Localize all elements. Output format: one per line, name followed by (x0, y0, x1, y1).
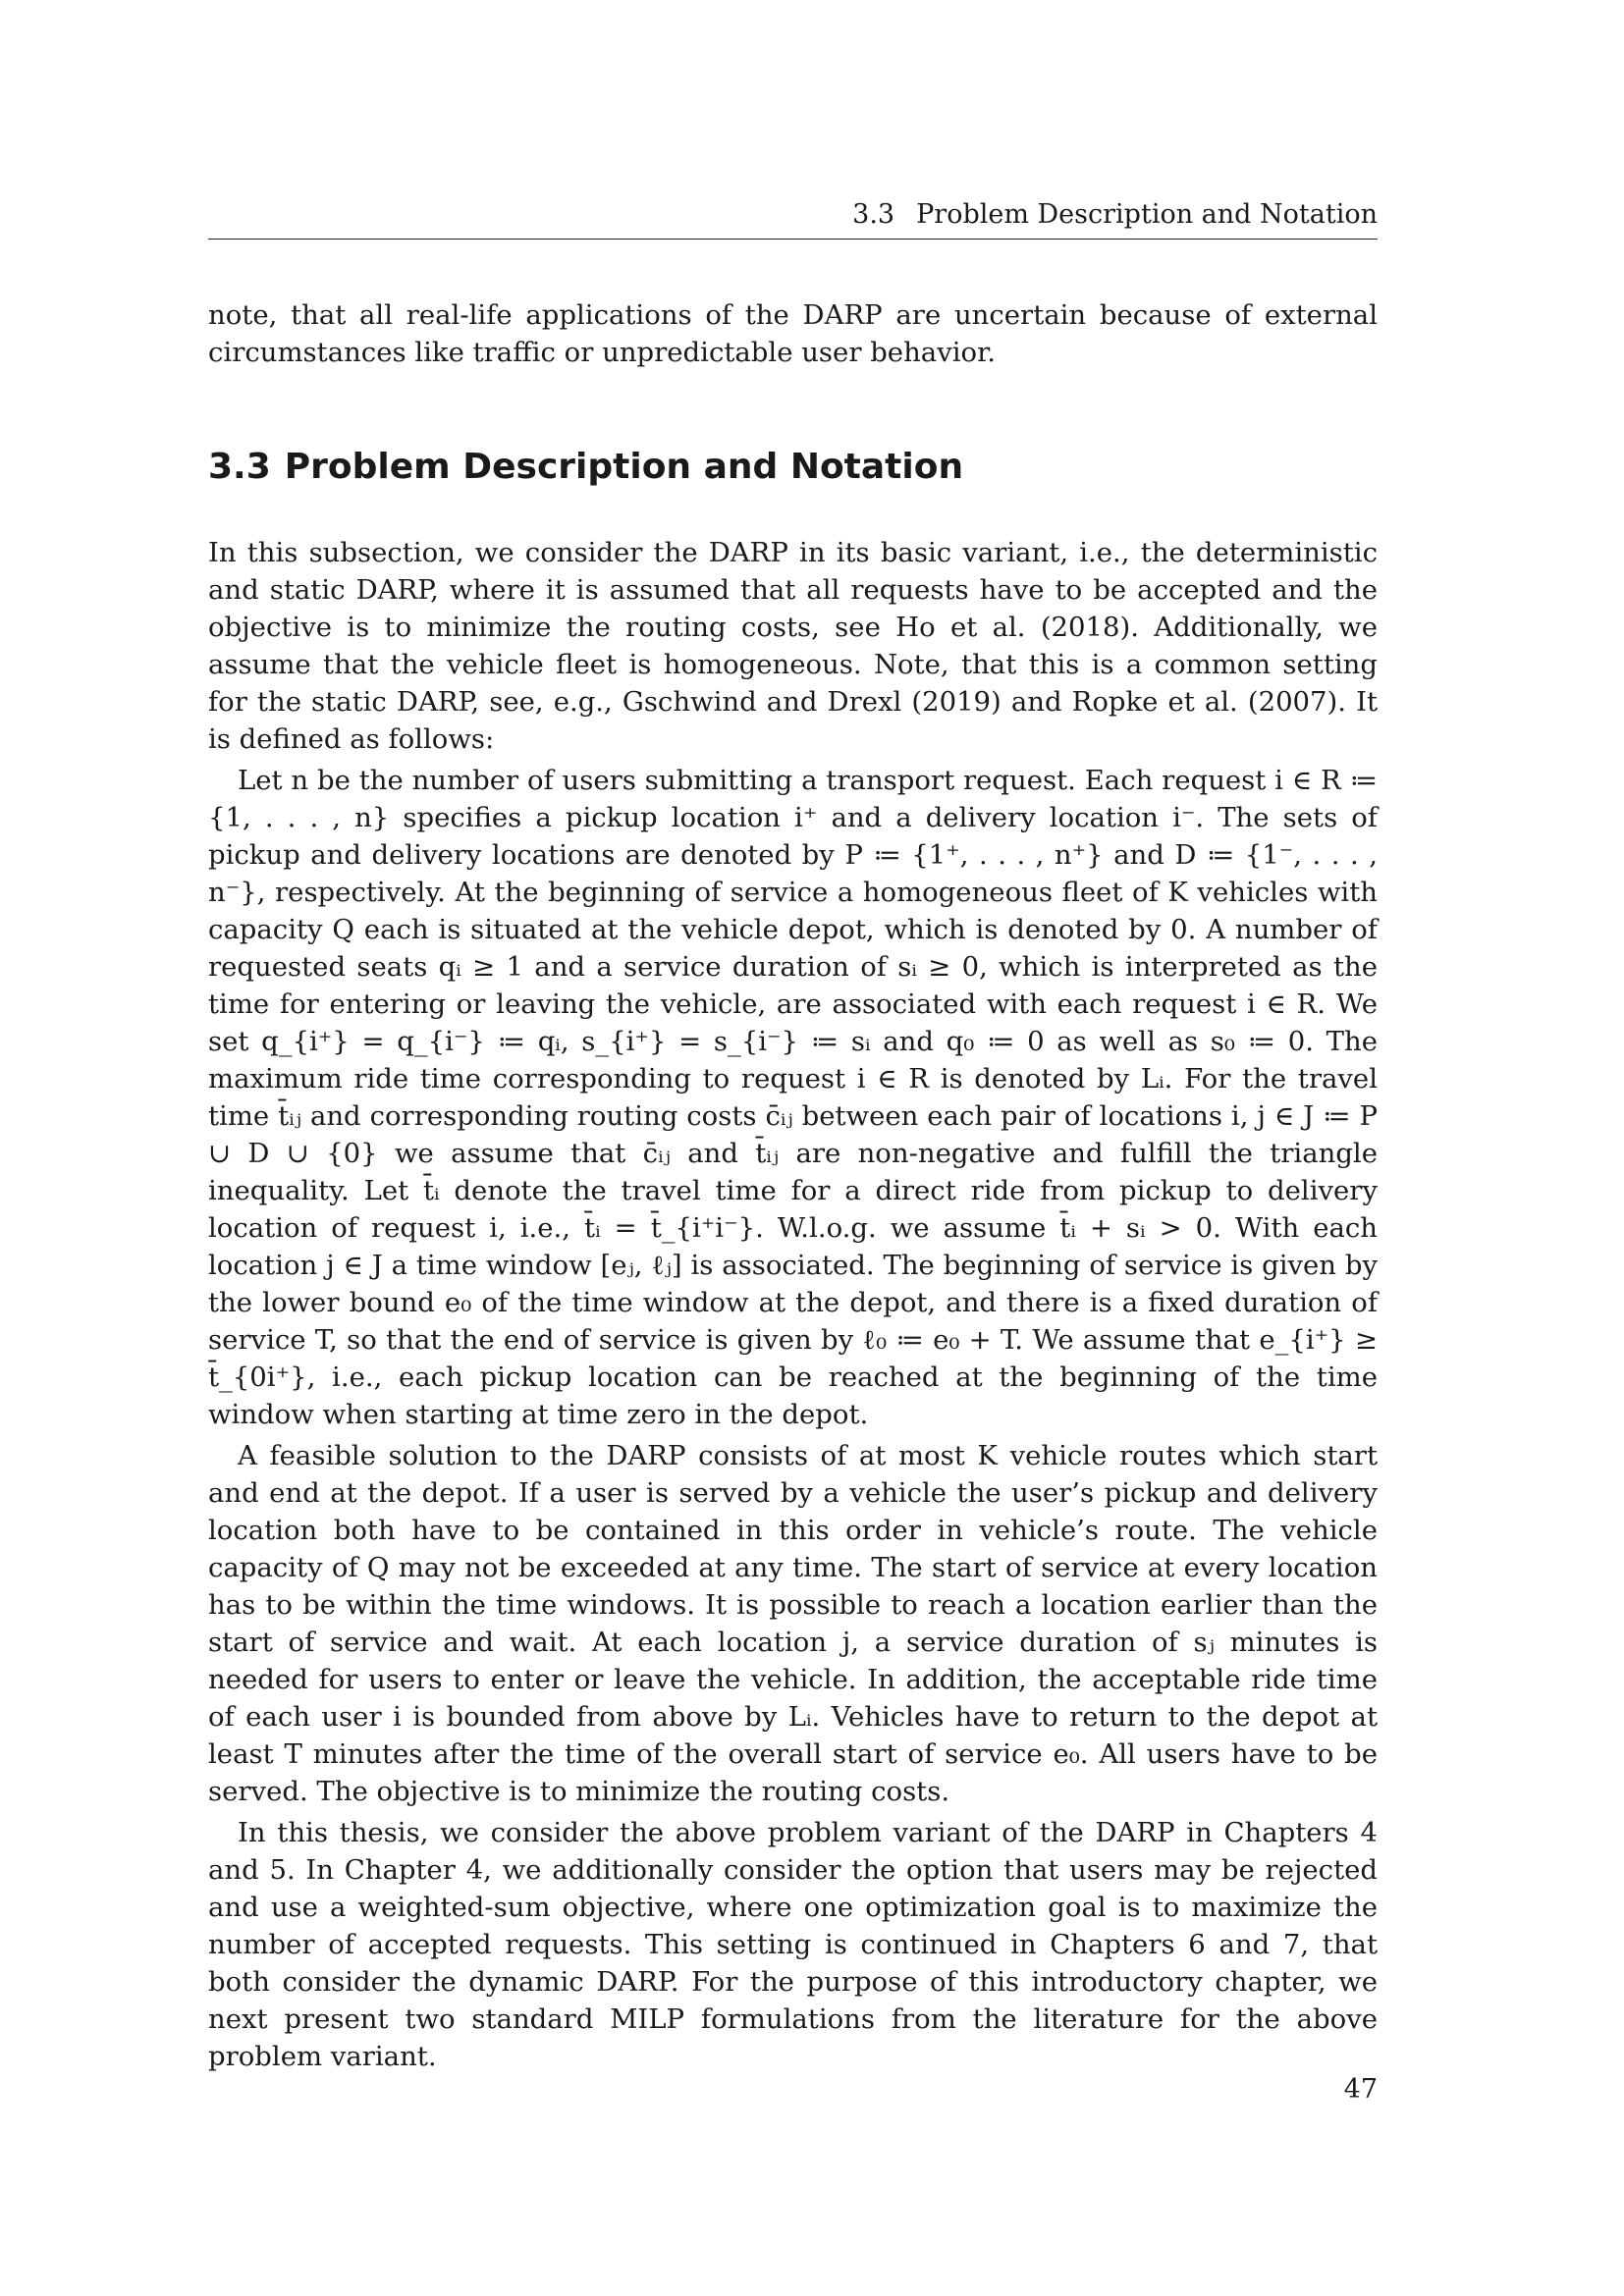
intro-paragraph (208, 296, 1378, 371)
body-text (208, 296, 1378, 2075)
running-header-section-number: 3.3 (852, 199, 895, 230)
intro-text: note, that all real-life applications of the DARP are uncertain because of external circumstances like traffic or unpredictable user behavior. (208, 299, 1378, 368)
running-header-title: Problem Description and Notation (916, 199, 1378, 230)
paragraph-thesis-outline (208, 1814, 1378, 2075)
section-number: 3.3 (208, 447, 271, 487)
paragraph-definition-text: In this subsection, we consider the DARP in its basic variant, i.e., the deterministic and static DARP, where it is assumed that all requests have to be accepted and the objective is to minimize the routing costs, see Ho et al. (2018). Additionally, we assume that the vehicle fleet is homogeneous. Note, that this is a common setting for the static DARP, see, e.g., Gschwind and Drexl (2019) and Ropke et al. (2007). It is defined as follows: (208, 537, 1378, 755)
paragraph-thesis-outline-text: In this thesis, we consider the above problem variant of the DARP in Chapters 4 and 5. In Chapter 4, we additionally consider the option that users may be rejected and use a weighted-sum objective, where one optimization goal is to maximize the number of accepted requests. This setting is continued in Chapters 6 and 7, that both consider the dynamic DARP. For the purpose of this introductory chapter, we next present two standard MILP formulations from the literature for the above problem variant. (208, 1817, 1378, 2072)
paragraph-definition (208, 534, 1378, 758)
paragraph-notation (208, 762, 1378, 1433)
page-number: 47 (1343, 2074, 1378, 2105)
paragraph-notation-text: Let n be the number of users submitting a transport request. Each request i ∈ R ≔ {1, . . . , n} specifies a pickup location i⁺ and a delivery location i⁻. The sets of pickup and delivery locations are denoted by P ≔ {1⁺, . . . , n⁺} and D ≔ {1⁻, . . . , n⁻}, respectively. At the beginning of service a homogeneous fleet of K vehicles with capacity Q each is situated at the vehicle depot, which is denoted by 0. A number of requested seats qᵢ ≥ 1 and a service duration of sᵢ ≥ 0, which is interpreted as the time for entering or leaving the vehicle, are associated with each request i ∈ R. We set q_{i⁺} = q_{i⁻} ≔ qᵢ, s_{i⁺} = s_{i⁻} ≔ sᵢ and q₀ ≔ 0 as well as s₀ ≔ 0. The maximum ride time corresponding to request i ∈ R is denoted by Lᵢ. For the travel time t̄ᵢⱼ and corresponding routing costs c̄ᵢⱼ between each pair of locations i, j ∈ J ≔ P ∪ D ∪ {0} we assume that c̄ᵢⱼ and t̄ᵢⱼ are non-negative and fulfill the triangle inequality. Let t̄ᵢ denote the travel time for a direct ride from pickup to delivery location of request i, i.e., t̄ᵢ = t̄_{i⁺i⁻}. W.l.o.g. we assume t̄ᵢ + sᵢ > 0. With each location j ∈ J a time window [eⱼ, ℓⱼ] is associated. The beginning of service is given by the lower bound e₀ of the time window at the depot, and there is a fixed duration of service T, so that the end of service is given by ℓ₀ ≔ e₀ + T. We assume that e_{i⁺} ≥ t̄_{0i⁺}, i.e., each pickup location can be reached at the beginning of the time window when starting at time zero in the depot. (208, 765, 1378, 1430)
section-heading (208, 444, 1378, 491)
header-rule (208, 239, 1378, 240)
paragraph-feasible-solution (208, 1437, 1378, 1810)
running-header (208, 196, 1378, 234)
section-title: Problem Description and Notation (284, 447, 964, 487)
paragraph-feasible-solution-text: A feasible solution to the DARP consists of at most K vehicle routes which start and end at the depot. If a user is served by a vehicle the user’s pickup and delivery location both have to be contained in this order in vehicle’s route. The vehicle capacity of Q may not be exceeded at any time. The start of service at every location has to be within the time windows. It is possible to reach a location earlier than the start of service and wait. At each location j, a service duration of sⱼ minutes is needed for users to enter or leave the vehicle. In addition, the acceptable ride time of each user i is bounded from above by Lᵢ. Vehicles have to return to the depot at least T minutes after the time of the overall start of service e₀. All users have to be served. The objective is to minimize the routing costs. (208, 1440, 1378, 1807)
